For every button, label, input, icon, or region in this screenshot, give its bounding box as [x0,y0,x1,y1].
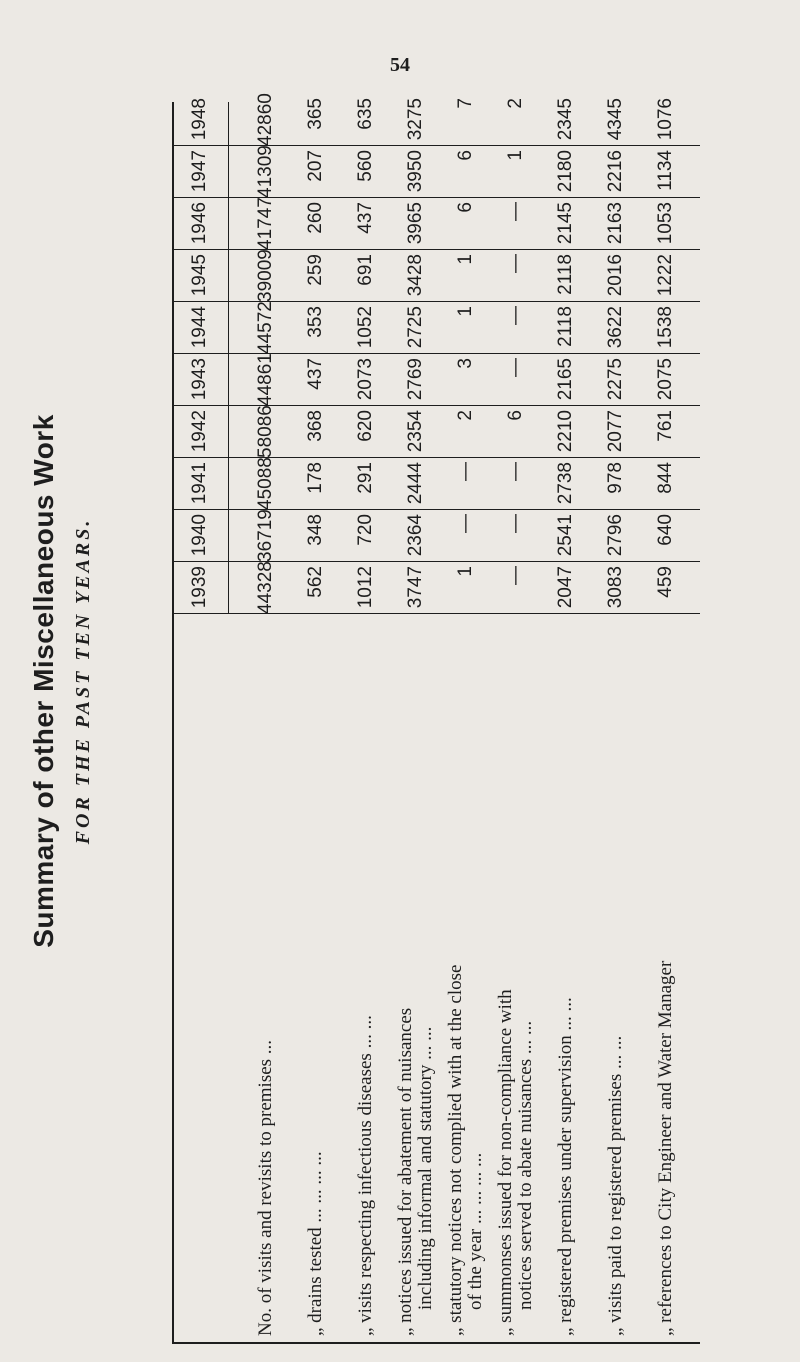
table-cell: 2364 [405,514,426,557]
table-cell: 44572 [255,301,276,354]
table-cell: 620 [355,410,376,442]
page-number: 54 [390,54,410,76]
table-cell: 1076 [655,98,676,141]
table-cell: 2180 [555,150,576,193]
table-cell: 2145 [555,202,576,245]
table-cell: 3965 [405,202,426,245]
table-row [492,98,540,1344]
table-cell: 978 [605,462,626,494]
table-cell: 365 [305,98,326,130]
table-cell: 36719 [255,509,276,562]
row-label [492,624,540,1336]
row-label [342,624,390,1336]
year-header: 1942 [189,410,210,453]
row-label [542,624,590,1336]
year-header: 1948 [189,98,210,141]
table-cell: 1 [455,566,476,577]
table-cell: 41309 [255,145,276,198]
table-row [642,98,690,1344]
table-cell: 3 [455,358,476,369]
row-label-line: „ visits paid to registered premises ... ... [605,1035,626,1336]
table-cell: 2769 [405,358,426,401]
row-label-line: „ statutory notices not complied with at the close [445,964,466,1336]
table-cell: 3747 [405,566,426,609]
year-header: 1941 [189,462,210,505]
table-cell: 3083 [605,566,626,609]
table-cell: 2210 [555,410,576,453]
table-cell: — [505,254,526,273]
table-cell: 691 [355,254,376,286]
table-cell: 4345 [605,98,626,141]
table-cell: 58086 [255,405,276,458]
table-cell: 437 [355,202,376,234]
table-cell: 2165 [555,358,576,401]
table-row [592,98,640,1344]
row-label-line: „ summonses issued for non-compliance with [495,989,516,1336]
table-cell: — [505,566,526,585]
table-cell: 459 [655,566,676,598]
table-cell: — [455,514,476,533]
table-cell: 44861 [255,353,276,406]
table-cell: 1538 [655,306,676,349]
year-header: 1943 [189,358,210,401]
table-cell: 368 [305,410,326,442]
row-label [642,624,690,1336]
table-cell: 640 [655,514,676,546]
table-cell: 1052 [355,306,376,349]
table-cell: 1 [455,254,476,265]
row-label-line: „ registered premises under supervision ... ... [555,997,576,1336]
table-cell: 41747 [255,197,276,250]
table-cell: 1012 [355,566,376,609]
table-cell: 2216 [605,150,626,193]
header-rule [228,102,229,614]
table-cell: 560 [355,150,376,182]
table-cell: 6 [505,410,526,421]
table-cell: 7 [455,98,476,109]
table-cell: 2047 [555,566,576,609]
table-cell: 2 [505,98,526,109]
table-cell: — [455,462,476,481]
row-label-continuation: notices served to abate nuisances ... ... [515,1020,536,1310]
table-cell: 3428 [405,254,426,297]
row-label-line: „ references to City Engineer and Water Manager [655,960,676,1336]
table-row [442,98,490,1344]
table-cell: 2444 [405,462,426,505]
table-cell: 2163 [605,202,626,245]
table-cell: 437 [305,358,326,390]
table-row [342,98,390,1344]
page-title: Summary of other Miscellaneous Work [28,414,59,948]
table-row [242,93,290,1344]
year-header: 1944 [189,306,210,349]
row-label [442,624,490,1336]
table-cell: 2016 [605,254,626,297]
table-cell: 3275 [405,98,426,141]
table-cell: 2118 [555,254,576,295]
table-cell: 348 [305,514,326,546]
table-cell: 2075 [655,358,676,401]
table-cell: 259 [305,254,326,286]
table-cell: 1134 [655,150,676,191]
table-cell: 2275 [605,358,626,401]
row-label [242,624,290,1336]
table-cell: 1222 [655,254,676,297]
table-cell: 39009 [255,249,276,302]
page-subtitle: FOR THE PAST TEN YEARS. [72,517,94,845]
table-cell: 761 [655,410,676,442]
table-cell: — [505,202,526,221]
table-cell: 178 [305,462,326,494]
table-row [392,98,440,1344]
year-header: 1947 [189,150,210,193]
table-cell: — [505,514,526,533]
summary-table [172,93,700,1344]
table-cell: 2118 [555,306,576,347]
table-cell: 2796 [605,514,626,557]
table-cell: 42860 [255,93,276,146]
row-label [592,624,640,1336]
table-cell: 291 [355,462,376,494]
table-cell: 6 [455,202,476,213]
year-header: 1939 [189,566,210,609]
table-row [542,98,590,1344]
row-label [292,624,340,1336]
table-cell: 720 [355,514,376,546]
table-cell: 1 [505,150,526,161]
table-cell: 2541 [555,514,576,557]
year-header: 1940 [189,514,210,557]
table-cell: 844 [655,462,676,494]
table-cell: — [505,306,526,325]
table-cell: 1 [455,306,476,317]
table-cell: 2 [455,410,476,421]
table-cell: 207 [305,150,326,182]
table-cell: 2738 [555,462,576,505]
table-cell: 2073 [355,358,376,401]
table-cell: 2725 [405,306,426,349]
table-cell: 2345 [555,98,576,141]
table-cell: 3622 [605,306,626,349]
table-cell: 6 [455,150,476,161]
table-cell: 260 [305,202,326,234]
row-label-line: „ notices issued for abatement of nuisances [395,1007,416,1336]
table-cell: 44328 [255,561,276,614]
table-cell: 562 [305,566,326,598]
year-header: 1945 [189,254,210,297]
row-label-continuation: including informal and statutory ... ... [415,1026,436,1310]
table-row [292,98,340,1344]
table-cell: — [505,462,526,481]
table-cell: 3950 [405,150,426,193]
row-label-line: „ drains tested ... ... ... ... [305,1151,326,1336]
row-label-line: No. of visits and revisits to premises ... [255,1039,276,1336]
table-cell: 2077 [605,410,626,453]
table-cell: — [505,358,526,377]
table-cell: 353 [305,306,326,338]
row-label [392,624,440,1336]
table-cell: 635 [355,98,376,130]
year-header: 1946 [189,202,210,245]
table-cell: 2354 [405,410,426,453]
table-cell: 1053 [655,202,676,245]
row-label-line: „ visits respecting infectious diseases ... ... [355,1015,376,1336]
row-label-continuation: of the year ... ... ... ... [465,1152,486,1310]
table-cell: 45088 [255,457,276,510]
